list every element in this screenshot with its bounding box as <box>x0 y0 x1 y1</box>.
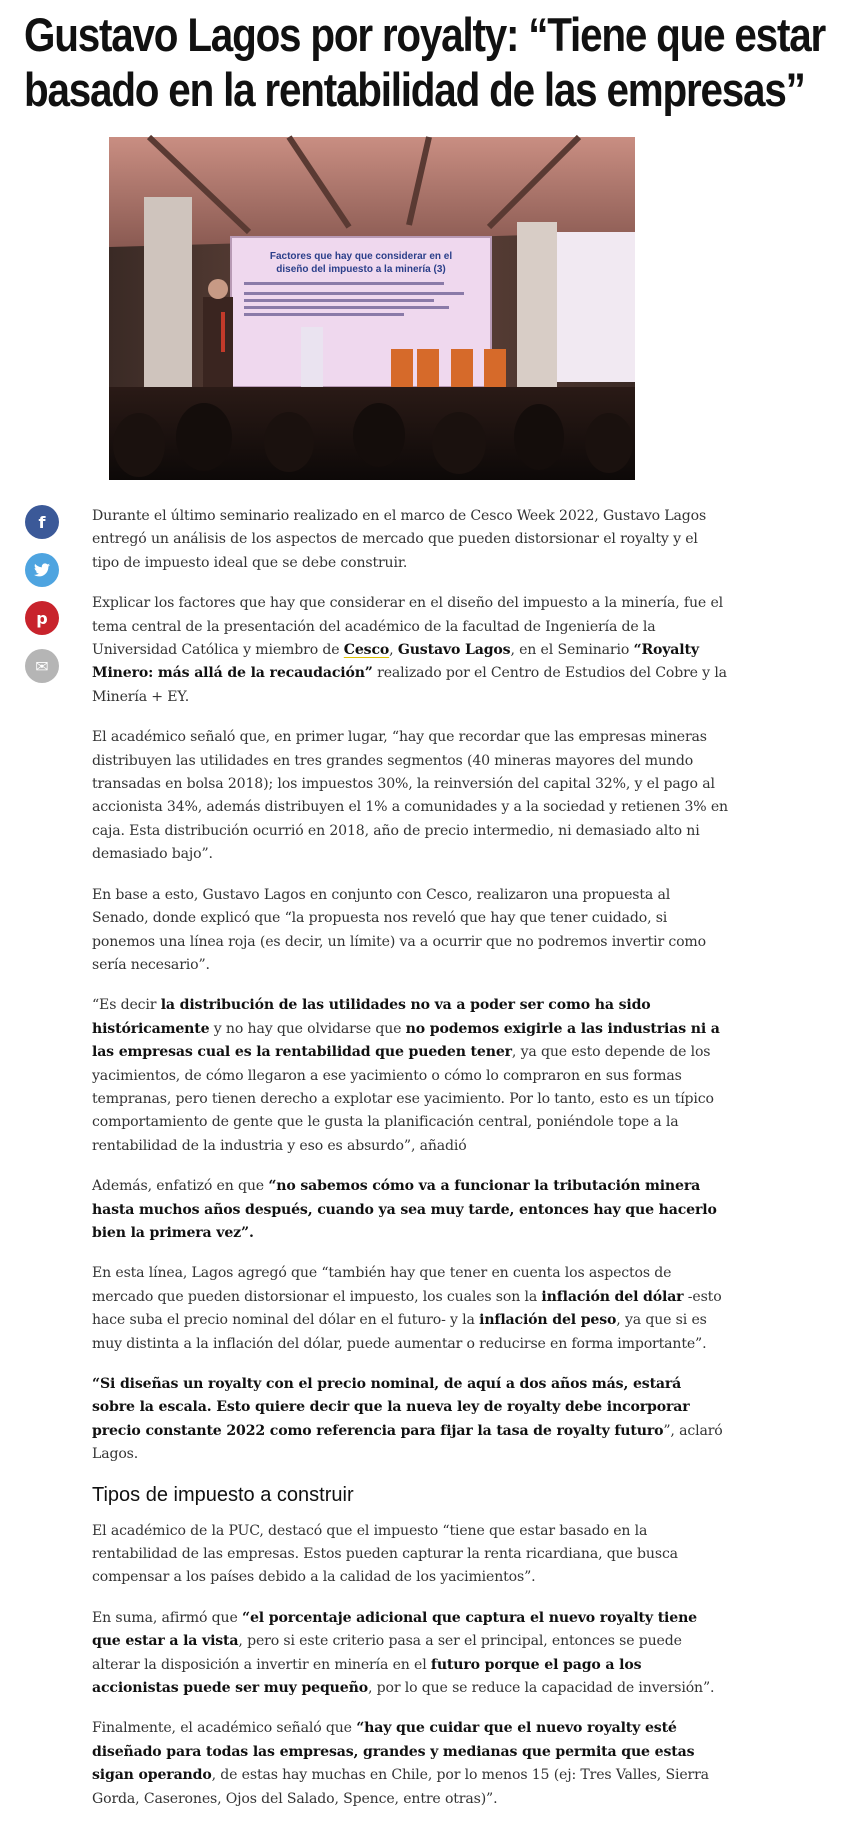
text: Además, enfatizó en que <box>92 1178 269 1195</box>
text: Finalmente, el académico señaló que <box>92 1720 357 1737</box>
facebook-icon: f <box>38 512 46 532</box>
bold-text: inflación del peso <box>479 1312 617 1329</box>
text: , de estas hay muchas en Chile, por lo menos 15 (ej: Tres Valles, Sierra Gorda, Caserones, Ojos del Salado, Spence, entre otras)”. <box>92 1767 709 1807</box>
text: -esto hace suba el precio nominal del dólar en el futuro- y la <box>92 1288 722 1329</box>
pinterest-icon: p <box>36 608 48 628</box>
text: , <box>389 642 398 659</box>
svg-text:Factores que hay que considera: Factores que hay que considerar en el <box>269 251 453 262</box>
bold-text: “no sabemos cómo va a funcionar la tributación minera hasta muchos años después, cuando ya sea muy tarde, entonces hay que hacerlo bien la primera vez”. <box>92 1178 717 1241</box>
paragraph-8 <box>92 1373 728 1467</box>
conference-photo-illustration <box>109 137 635 480</box>
bold-text: Gustavo Lagos <box>397 642 511 659</box>
text: realizado por el Centro de Estudios del Cobre y la Minería + EY. <box>92 665 727 705</box>
pinterest-share-button[interactable] <box>25 601 59 635</box>
paragraph-5 <box>92 994 728 1158</box>
text: , ya que esto depende de los yacimientos, de cómo llegaron a ese yacimiento o cómo lo compraron en sus formas tempranas, pero tienen derecho a explotar ese yacimiento. Por lo tanto, esto es un típico comportamiento de gente que le gusta la planificación central, poniéndole tope a la rentabilidad de la industria y eso es absurdo”, añadió <box>92 1044 714 1154</box>
paragraph-11 <box>92 1717 728 1811</box>
text: En suma, afirmó que <box>92 1609 242 1626</box>
section-heading: Tipos de impuesto a construir <box>92 1483 354 1506</box>
text: ”, aclaró Lagos. <box>92 1422 723 1463</box>
paragraph-3: El académico señaló que, en primer lugar, “hay que recordar que las empresas mineras distribuyen las utilidades en tres grandes segmentos (40 mineras mayores del mundo transadas en bolsa 2018); los impuestos 30%, la reinversión del capital 32%, y el pago al accionista 34%, además distribuyen el 1% a comunidades y a la sociedad y retienen 3% en caja. Esta distribución ocurrió en 2018, año de precio intermedio, ni demasiado alto ni demasiado bajo”. <box>92 729 728 863</box>
share-bar <box>25 505 59 697</box>
email-share-button[interactable] <box>25 649 59 683</box>
paragraph-4: En base a esto, Gustavo Lagos en conjunto con Cesco, realizaron una propuesta al Senado, donde explicó que “la propuesta nos reveló que hay que tener cuidado, si ponemos una línea roja (es decir, un límite) va a ocurrir que no podremos invertir como sería necesario”. <box>92 886 706 973</box>
paragraph-7 <box>92 1262 728 1356</box>
svg-text:diseño del impuesto a la miner: diseño del impuesto a la minería (3) <box>276 264 446 275</box>
bold-text: no podemos exigirle a las industrias ni a las empresas cual es la rentabilidad que pueden tener <box>92 1020 720 1061</box>
bold-text: “el porcentaje adicional que captura el nuevo royalty tiene que estar a la vista <box>92 1609 697 1650</box>
paragraph-10 <box>92 1607 728 1701</box>
bold-text: la distribución de las utilidades no va a poder ser como ha sido históricamente <box>92 997 651 1037</box>
text: Explicar los factores que hay que considerar en el diseño del impuesto a la minería, fue el tema central de la presentación del académico de la facultad de Ingeniería de la Universidad Católica y miembro de <box>92 595 723 659</box>
text: , pero si este criterio pasa a ser el principal, entonces se puede alterar la disposición a invertir en minería en el <box>92 1633 682 1673</box>
article-headline: Gustavo Lagos por royalty: “Tiene que estar basado en la rentabilidad de las empresas” <box>24 8 826 116</box>
paragraph-9: El académico de la PUC, destacó que el impuesto “tiene que estar basado en la rentabilidad de las empresas. Estos pueden capturar la renta ricardiana, que busca compensar a los países debido a la calidad de los yacimientos”. <box>92 1522 678 1586</box>
bold-text: futuro porque el pago a los accionistas puede ser muy pequeño <box>92 1656 642 1697</box>
twitter-icon <box>34 563 50 577</box>
bold-text: “Royalty Minero: más allá de la recaudación” <box>92 642 699 682</box>
paragraph-1: Durante el último seminario realizado en el marco de Cesco Week 2022, Gustavo Lagos entregó un análisis de los aspectos de mercado que pueden distorsionar el royalty y el tipo de impuesto ideal que se debe construir. <box>92 508 707 571</box>
text: En esta línea, Lagos agregó que “también hay que tener en cuenta los aspectos de mercado que pueden distorsionar el impuesto, los cuales son la <box>92 1265 672 1305</box>
email-icon: ✉ <box>35 656 49 676</box>
bold-text: “Si diseñas un royalty con el precio nominal, de aquí a dos años más, estará sobre la escala. Esto quiere decir que la nueva ley de royalty debe incorporar precio constante 2022 como referencia para fijar la tasa de royalty futuro <box>92 1376 690 1439</box>
text: , por lo que se reduce la capacidad de inversión”. <box>367 1680 715 1697</box>
article-photo <box>109 137 635 480</box>
paragraph-2 <box>92 592 728 709</box>
bold-text: “hay que cuidar que el nuevo royalty esté diseñado para todas las empresas, grandes y medianas que permita que estas sigan operando <box>92 1720 695 1784</box>
text: y no hay que olvidarse que <box>209 1020 406 1037</box>
text: , ya que si es muy distinta a la inflación del dólar, puede aumentar o reducirse en forma importante”. <box>92 1312 707 1352</box>
text: , en el Seminario <box>510 642 634 659</box>
bold-text: inflación del dólar <box>541 1288 684 1305</box>
facebook-share-button[interactable] <box>25 505 59 539</box>
twitter-share-button[interactable] <box>25 553 59 587</box>
paragraph-6 <box>92 1175 728 1245</box>
cesco-link[interactable]: Cesco <box>343 642 390 659</box>
article-body <box>92 505 728 1828</box>
text: “Es decir <box>92 997 161 1014</box>
